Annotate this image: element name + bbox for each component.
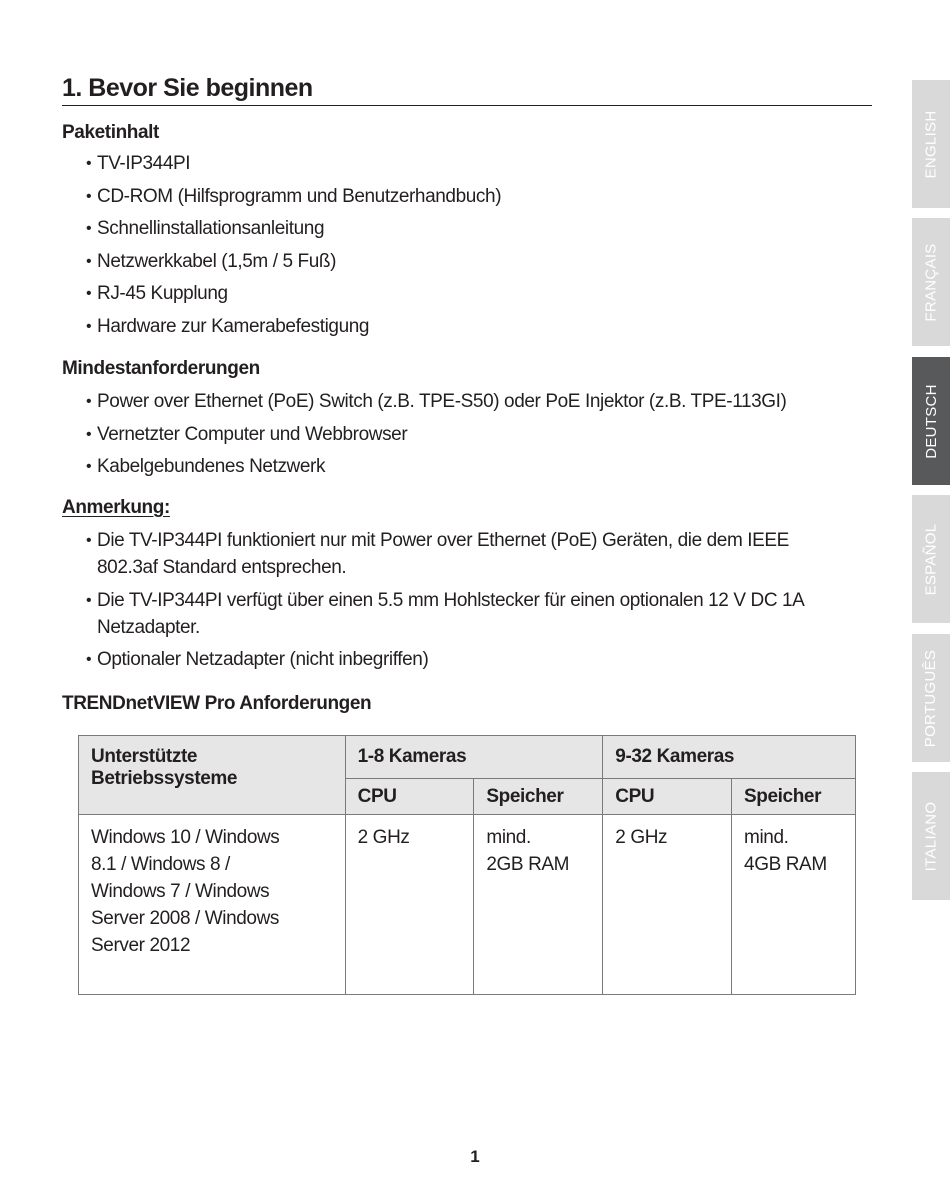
- tab-espanol[interactable]: ESPAÑOL: [912, 495, 950, 623]
- tab-francais[interactable]: FRANÇAIS: [912, 218, 950, 346]
- requirements-list: [86, 388, 786, 486]
- list-item: • Netzwerkkabel (1,5m / 5 Fuß): [86, 248, 501, 275]
- tab-portugues[interactable]: PORTUGUÊS: [912, 634, 950, 762]
- list-item: • Schnellinstallationsanleitung: [86, 215, 501, 242]
- list-item: • Hardware zur Kamerabefestigung: [86, 313, 501, 340]
- memory-header: Speicher: [474, 779, 603, 815]
- group-header-9-32: 9-32 Kameras: [603, 736, 856, 779]
- memory-header: Speicher: [732, 779, 856, 815]
- cpu-cell: 2 GHz: [603, 815, 732, 995]
- list-item: • Vernetzter Computer und Webbrowser: [86, 421, 786, 448]
- os-cell: Windows 10 / Windows 8.1 / Windows 8 / Windows 7 / Windows Server 2008 / Windows Server 2012: [79, 815, 346, 995]
- group-header-1-8: 1-8 Kameras: [345, 736, 603, 779]
- list-item: • Power over Ethernet (PoE) Switch (z.B. TPE-S50) oder PoE Injektor (z.B. TPE-113GI): [86, 388, 786, 415]
- page-number: 1: [470, 1147, 480, 1166]
- pro-requirements-heading: TRENDnetVIEW Pro Anforderungen: [62, 693, 372, 714]
- package-heading: Paketinhalt: [62, 122, 159, 143]
- cpu-header: CPU: [603, 779, 732, 815]
- table-row: [79, 815, 856, 995]
- list-item: • CD-ROM (Hilfsprogramm und Benutzerhandbuch): [86, 183, 501, 210]
- list-item: • Die TV-IP344PI verfügt über einen 5.5 mm Hohlstecker für einen optionalen 12 V DC 1A Netzadapter.: [86, 587, 826, 641]
- list-item: • RJ-45 Kupplung: [86, 280, 501, 307]
- requirements-table: [78, 735, 856, 995]
- os-header: Unterstützte Betriebssysteme: [79, 736, 346, 815]
- package-list: [86, 150, 501, 345]
- requirements-heading: Mindestanforderungen: [62, 358, 260, 379]
- tab-deutsch[interactable]: DEUTSCH: [912, 357, 950, 485]
- tab-italiano[interactable]: ITALIANO: [912, 772, 950, 900]
- cpu-header: CPU: [345, 779, 474, 815]
- memory-cell: mind. 4GB RAM: [732, 815, 856, 995]
- note-list: [86, 527, 826, 679]
- tab-english[interactable]: ENGLISH: [912, 80, 950, 208]
- note-heading: Anmerkung:: [62, 497, 170, 518]
- memory-cell: mind. 2GB RAM: [474, 815, 603, 995]
- cpu-cell: 2 GHz: [345, 815, 474, 995]
- list-item: • TV-IP344PI: [86, 150, 501, 177]
- list-item: • Die TV-IP344PI funktioniert nur mit Power over Ethernet (PoE) Geräten, die dem IEEE 802.3af Standard entsprechen.: [86, 527, 826, 581]
- list-item: • Optionaler Netzadapter (nicht inbegriffen): [86, 646, 826, 673]
- list-item: • Kabelgebundenes Netzwerk: [86, 453, 786, 480]
- page-title: 1. Bevor Sie beginnen: [62, 74, 872, 106]
